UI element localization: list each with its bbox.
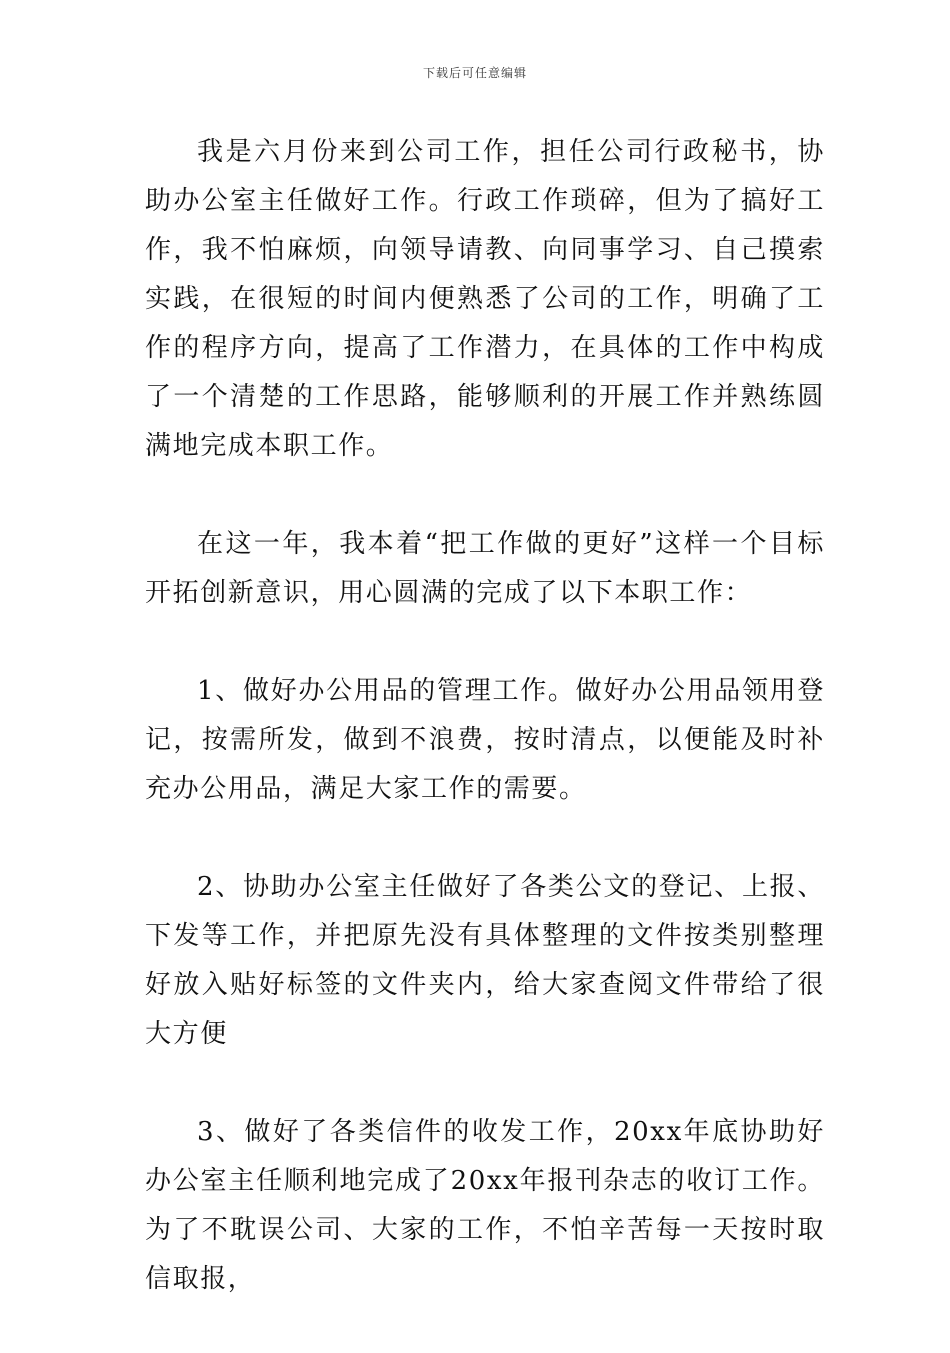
paragraph-3: 1、做好办公用品的管理工作。做好办公用品领用登记，按需所发，做到不浪费，按时清点，以便能及时补充办公用品，满足大家工作的需要。 [145,676,825,804]
paragraph-5: 3、做好了各类信件的收发工作，20xx年底协助好办公室主任顺利地完成了20xx年报刊杂志的收订工作。为了不耽误公司、大家的工作，不怕辛苦每一天按时取信取报， [145,1117,825,1294]
document-body [145,128,825,1353]
paragraph-1: 我是六月份来到公司工作，担任公司行政秘书，协助办公室主任做好工作。行政工作琐碎，但为了搞好工作，我不怕麻烦，向领导请教、向同事学习、自己摸索实践，在很短的时间内便熟悉了公司的工作，明确了工作的程序方向，提高了工作潜力，在具体的工作中构成了一个清楚的工作思路，能够顺利的开展工作并熟练圆满地完成本职工作。 [145,137,825,461]
paragraph-4: 2、协助办公室主任做好了各类公文的登记、上报、下发等工作，并把原先没有具体整理的文件按类别整理好放入贴好标签的文件夹内，给大家查阅文件带给了很大方便 [145,872,825,1049]
paragraph-2: 在这一年，我本着“把工作做的更好”这样一个目标开拓创新意识，用心圆满的完成了以下本职工作： [145,529,825,608]
header-note: 下载后可任意编辑 [422,66,527,80]
